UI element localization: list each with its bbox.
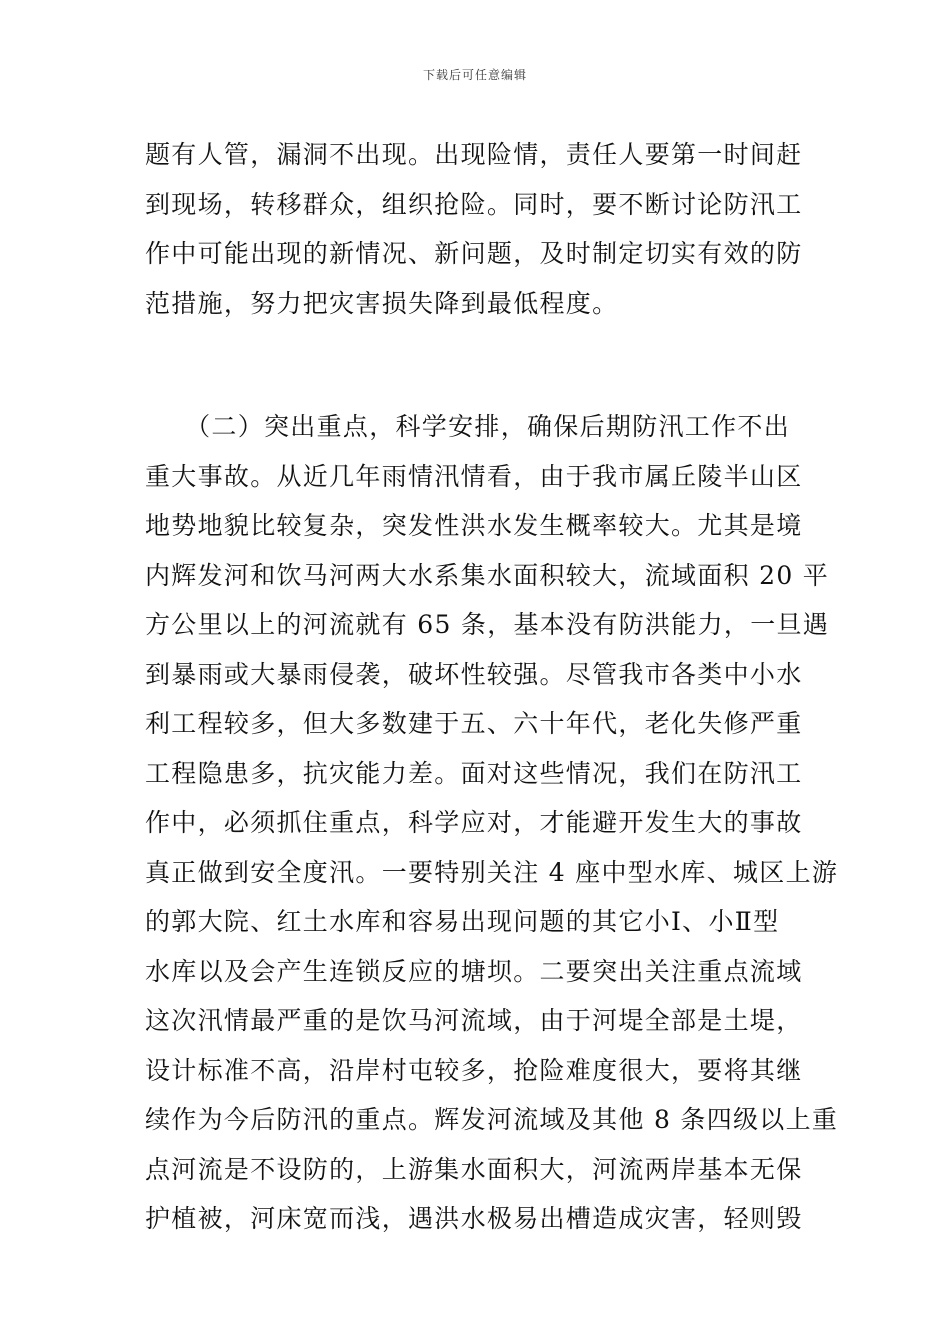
text-line: 工程隐患多，抗灾能力差。面对这些情况，我们在防汛工	[145, 758, 803, 788]
text-line: 内辉发河和饮马河两大水系集水面积较大，流域面积 20 平	[145, 560, 830, 590]
text-line: 重大事故。从近几年雨情汛情看，由于我市属丘陵半山区	[145, 461, 803, 491]
text-line: 作中，必须抓住重点，科学应对，才能避开发生大的事故	[145, 808, 803, 837]
text-line: （二）突出重点，科学安排，确保后期防汛工作不出	[145, 412, 791, 441]
text-line: 续作为今后防汛的重点。辉发河流域及其他 8 条四级以上重	[145, 1105, 839, 1134]
page-header-note: 下载后可任意编辑	[422, 68, 527, 82]
text-line: 点河流是不设防的，上游集水面积大，河流两岸基本无保	[145, 1154, 803, 1184]
paragraph-spacer	[145, 328, 810, 402]
text-line: 方公里以上的河流就有 65 条，基本没有防洪能力，一旦遇	[145, 610, 830, 639]
text-line: 护植被，河床宽而浅，遇洪水极易出槽造成灾害，轻则毁	[145, 1204, 803, 1233]
text-line: 到暴雨或大暴雨侵袭，破坏性较强。尽管我市各类中小水	[145, 659, 803, 689]
text-line: 作中可能出现的新情况、新问题，及时制定切实有效的防	[145, 239, 803, 268]
text-line: 利工程较多，但大多数建于五、六十年代，老化失修严重	[145, 709, 803, 738]
text-line: 题有人管，漏洞不出现。出现险情，责任人要第一时间赶	[145, 140, 803, 169]
text-line: 这次汛情最严重的是饮马河流域，由于河堤全部是土堤，	[145, 1006, 803, 1035]
text-line: 的郭大院、红土水库和容易出现问题的其它小Ⅰ、小Ⅱ型	[145, 907, 780, 936]
paragraph-2	[145, 402, 839, 1244]
text-line: 设计标准不高，沿岸村屯较多，抢险难度很大，要将其继	[145, 1055, 803, 1085]
text-line: 范措施，努力把灾害损失降到最低程度。	[145, 288, 619, 318]
text-line: 到现场，转移群众，组织抢险。同时，要不断讨论防汛工	[145, 189, 803, 219]
document-body	[145, 130, 839, 1244]
paragraph-1	[145, 130, 810, 328]
text-line: 地势地貌比较复杂，突发性洪水发生概率较大。尤其是境	[145, 511, 803, 540]
text-line: 水库以及会产生连锁反应的塘坝。二要突出关注重点流域	[145, 956, 803, 986]
text-line: 真正做到安全度汛。一要特别关注 4 座中型水库、城区上游	[145, 857, 839, 887]
